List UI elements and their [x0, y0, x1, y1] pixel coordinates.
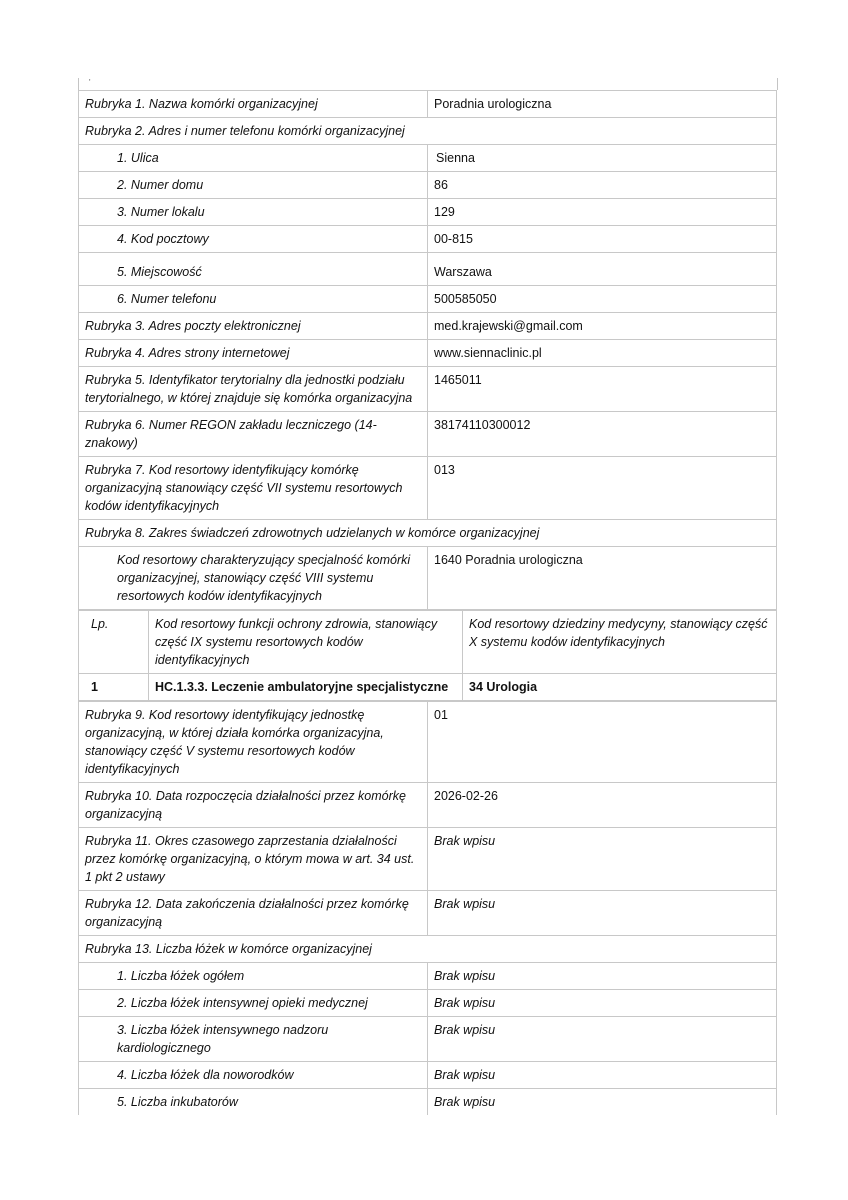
rubryka-9-value: 01: [428, 702, 777, 783]
rubryka-1-value: Poradnia urologiczna: [428, 91, 777, 118]
rubryka-5-label: Rubryka 5. Identyfikator terytorialny dla jednostki podziału terytorialnego, w której znajduje się komórka organizacyjna: [79, 367, 428, 412]
rubryka-3-value: med.krajewski@gmail.com: [428, 313, 777, 340]
rubryka-2-label: Rubryka 2. Adres i numer telefonu komórki organizacyjnej: [79, 118, 777, 145]
kod-pocztowy-value: 00-815: [428, 226, 777, 253]
table-row: [79, 963, 777, 990]
ulica-label: 1. Ulica: [79, 145, 428, 172]
numer-domu-value: 86: [428, 172, 777, 199]
numer-lokalu-label: 3. Numer lokalu: [79, 199, 428, 226]
rubryka-5-value: 1465011: [428, 367, 777, 412]
numer-lokalu-value: 129: [428, 199, 777, 226]
rubryka-10-value: 2026-02-26: [428, 783, 777, 828]
table-row: [79, 674, 777, 701]
kod-pocztowy-label: 4. Kod pocztowy: [79, 226, 428, 253]
rubryka-8-label: Rubryka 8. Zakres świadczeń zdrowotnych udzielanych w komórce organizacyjnej: [79, 520, 777, 547]
lozka-ogolem-value: Brak wpisu: [428, 963, 777, 990]
table-row: [79, 1017, 777, 1062]
rubryka-3-label: Rubryka 3. Adres poczty elektronicznej: [79, 313, 428, 340]
lozka-kardiologiczne-value: Brak wpisu: [428, 1017, 777, 1062]
table-row: [79, 286, 777, 313]
table-row: [79, 891, 777, 936]
table-row: [79, 172, 777, 199]
rubryka-10-label: Rubryka 10. Data rozpoczęcia działalności przez komórkę organizacyjną: [79, 783, 428, 828]
specjalnosc-value: 1640 Poradnia urologiczna: [428, 547, 777, 610]
function-code-value: HC.1.3.3. Leczenie ambulatoryjne specjalistyczne: [149, 674, 463, 701]
lozka-intensywnej-value: Brak wpisu: [428, 990, 777, 1017]
rubryka-6-value: 38174110300012: [428, 412, 777, 457]
table-row: [79, 367, 777, 412]
rubryka-9-label: Rubryka 9. Kod resortowy identyfikujący jednostkę organizacyjną, w której działa komórka organizacyjna, stanowiący część V systemu resortowych kodów identyfikacyjnych: [79, 702, 428, 783]
rubryka-7-label: Rubryka 7. Kod resortowy identyfikujący komórkę organizacyjną stanowiący część VII systemu resortowych kodów identyfikacyjnych: [79, 457, 428, 520]
table-row: [79, 1089, 777, 1116]
lozka-noworodki-value: Brak wpisu: [428, 1062, 777, 1089]
numer-domu-label: 2. Numer domu: [79, 172, 428, 199]
stray-mark: ': [89, 78, 91, 87]
table-row: [79, 702, 777, 783]
rubryka-12-value: Brak wpisu: [428, 891, 777, 936]
lozka-intensywnej-label: 2. Liczba łóżek intensywnej opieki medycznej: [79, 990, 428, 1017]
table-row: [79, 990, 777, 1017]
rubryka-4-value: www.siennaclinic.pl: [428, 340, 777, 367]
rubryka-13-label: Rubryka 13. Liczba łóżek w komórce organizacyjnej: [79, 936, 777, 963]
specjalnosc-label: Kod resortowy charakteryzujący specjalność komórki organizacyjnej, stanowiący część VIII systemu resortowych kodów identyfikacyjnych: [79, 547, 428, 610]
table-row: [79, 1062, 777, 1089]
rubryka-11-value: Brak wpisu: [428, 828, 777, 891]
functions-table: [78, 610, 777, 701]
table-row: [79, 547, 777, 610]
registry-document: [78, 90, 776, 1115]
table-row: [79, 340, 777, 367]
table-row: [79, 118, 777, 145]
rubryka-7-value: 013: [428, 457, 777, 520]
rubryka-6-label: Rubryka 6. Numer REGON zakładu leczniczego (14-znakowy): [79, 412, 428, 457]
ulica-value: Sienna: [428, 145, 777, 172]
registry-table-continued: [78, 701, 777, 1115]
lozka-kardiologiczne-label: 3. Liczba łóżek intensywnego nadzoru kardiologicznego: [79, 1017, 428, 1062]
medicine-code-value: 34 Urologia: [463, 674, 777, 701]
table-row: [79, 199, 777, 226]
lozka-ogolem-label: 1. Liczba łóżek ogółem: [79, 963, 428, 990]
inkubatory-label: 5. Liczba inkubatorów: [79, 1089, 428, 1116]
table-row: [79, 457, 777, 520]
inkubatory-value: Brak wpisu: [428, 1089, 777, 1116]
table-row: [79, 412, 777, 457]
table-top-edge: [78, 78, 778, 90]
table-header-row: [79, 611, 777, 674]
table-row: [79, 783, 777, 828]
miejscowosc-value: Warszawa: [428, 253, 777, 286]
rubryka-12-label: Rubryka 12. Data zakończenia działalności przez komórkę organizacyjną: [79, 891, 428, 936]
numer-telefonu-label: 6. Numer telefonu: [79, 286, 428, 313]
table-row: [79, 936, 777, 963]
miejscowosc-label: 5. Miejscowość: [79, 253, 428, 286]
table-row: [79, 828, 777, 891]
rubryka-1-label: Rubryka 1. Nazwa komórki organizacyjnej: [79, 91, 428, 118]
table-row: [79, 226, 777, 253]
rubryka-11-label: Rubryka 11. Okres czasowego zaprzestania działalności przez komórkę organizacyjną, o którym mowa w art. 34 ust. 1 pkt 2 ustawy: [79, 828, 428, 891]
rubryka-4-label: Rubryka 4. Adres strony internetowej: [79, 340, 428, 367]
lp-value: 1: [79, 674, 149, 701]
medicine-code-header: Kod resortowy dziedziny medycyny, stanowiący część X systemu kodów identyfikacyjnych: [463, 611, 777, 674]
lp-header: Lp.: [79, 611, 149, 674]
table-row: [79, 253, 777, 286]
table-row: [79, 520, 777, 547]
table-row: [79, 91, 777, 118]
lozka-noworodki-label: 4. Liczba łóżek dla noworodków: [79, 1062, 428, 1089]
numer-telefonu-value: 500585050: [428, 286, 777, 313]
table-row: [79, 313, 777, 340]
table-row: [79, 145, 777, 172]
registry-table: [78, 90, 777, 610]
function-code-header: Kod resortowy funkcji ochrony zdrowia, stanowiący część IX systemu resortowych kodów identyfikacyjnych: [149, 611, 463, 674]
